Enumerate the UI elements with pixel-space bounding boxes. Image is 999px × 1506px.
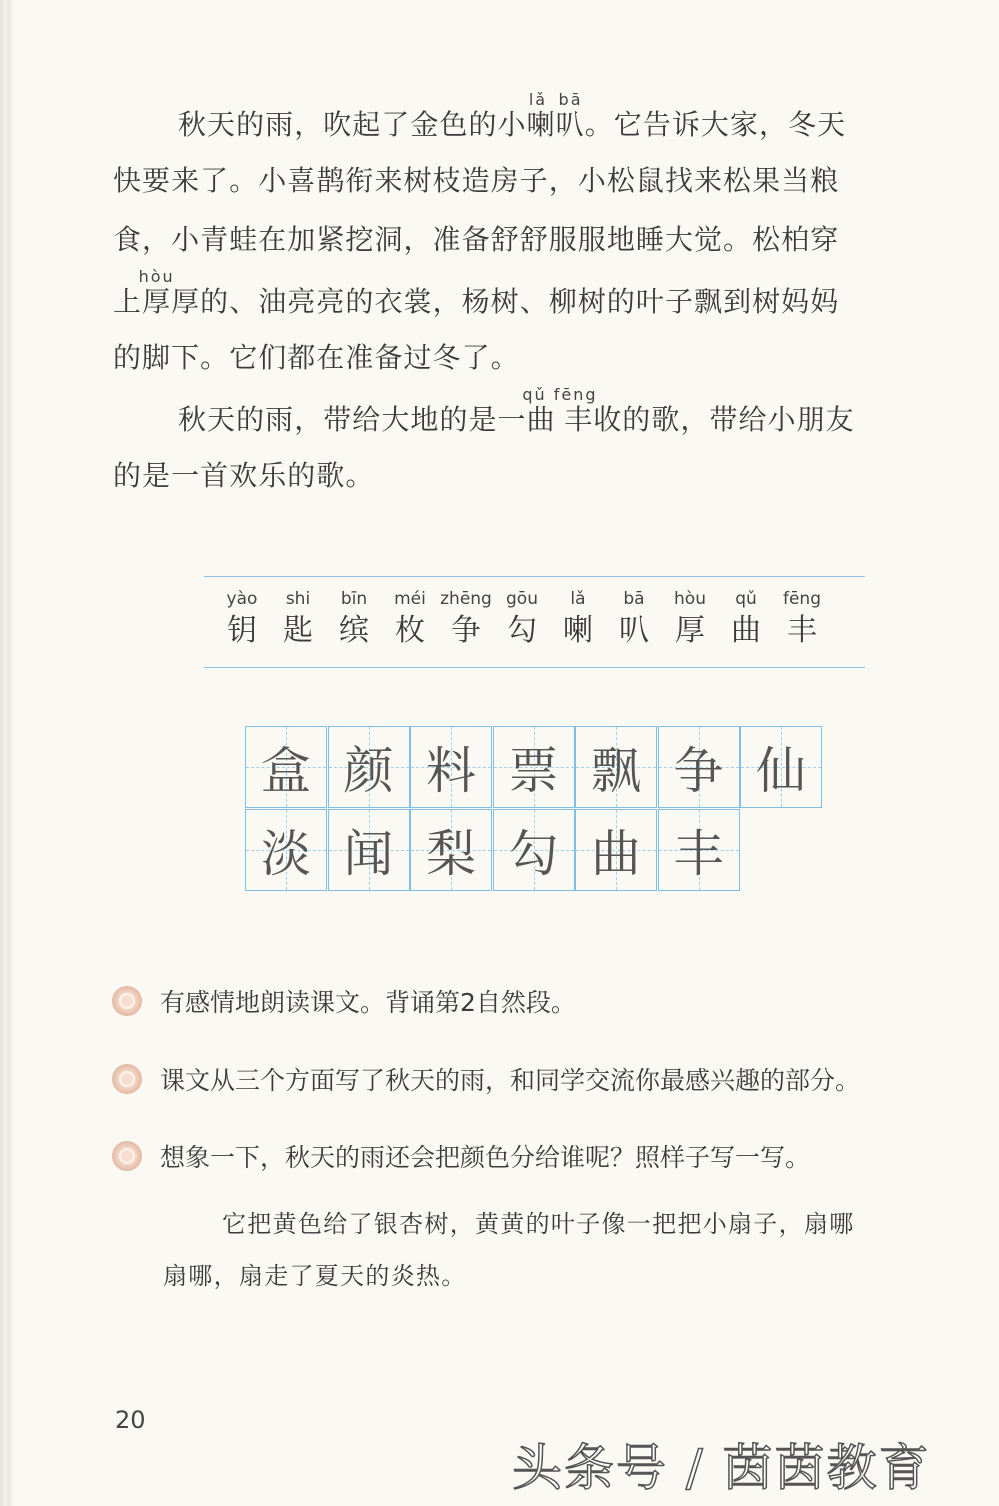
vocab-word	[718, 587, 774, 651]
exercise-item	[112, 983, 576, 1019]
character: 料	[426, 742, 476, 800]
grid-cell	[410, 726, 492, 808]
watermark: 头条号 / 茵茵教育	[512, 1439, 931, 1497]
example-line: 它把黄色给了银杏树，黄黄的叶子像一把把小扇子，扇哪	[222, 1210, 855, 1238]
vocab-word	[382, 587, 438, 651]
vocab-word	[662, 587, 718, 651]
grid-cell	[410, 809, 492, 891]
character: 争	[451, 613, 481, 648]
text: 厚	[138, 285, 175, 318]
pinyin-annotation	[138, 267, 175, 318]
grid-cell	[245, 809, 327, 891]
text: 。它告诉大家，冬天	[584, 108, 847, 141]
vocab-word	[494, 587, 550, 651]
pinyin-annotation	[526, 90, 585, 141]
exercise-text: 有感情地朗读课文。背诵第2自然段。	[160, 988, 576, 1017]
text: 快要来了。小喜鹊衔来树枝造房子，小松鼠找来松果当粮	[113, 164, 840, 197]
character: 钥	[227, 613, 257, 648]
text: 秋天的雨，带给大地的是一	[178, 403, 527, 436]
character: 叭	[619, 613, 649, 648]
character: 曲	[591, 825, 641, 883]
grid-cell	[493, 809, 575, 891]
character: 枚	[395, 613, 425, 648]
character: 颜	[343, 742, 394, 800]
grid-cell	[328, 809, 410, 891]
text: 食，小青蛙在加紧挖洞，准备舒舒服服地睡大觉。松柏穿	[113, 223, 840, 256]
text: 曲丰	[522, 403, 598, 436]
text: lǎ bā	[526, 90, 585, 109]
pinyin: zhēng	[440, 589, 492, 609]
text: 厚的、油亮亮的衣裳，杨树、柳树的叶子飘到树妈妈	[171, 285, 840, 318]
text: 的脚下。它们都在准备过冬了。	[113, 341, 520, 374]
character: 曲	[731, 613, 761, 648]
vocab-word	[438, 587, 494, 651]
pinyin: lǎ	[570, 589, 586, 609]
text-line	[113, 269, 955, 328]
pinyin: méi	[394, 589, 426, 609]
grid-cell	[575, 809, 657, 891]
vocab-word	[550, 587, 606, 651]
pinyin: shi	[285, 589, 311, 609]
text: 收的歌，带给小朋友	[593, 403, 855, 436]
character: 匙	[283, 613, 313, 648]
text: 的是一首欢乐的歌。	[113, 459, 375, 492]
grid-cell	[658, 726, 740, 808]
text-line	[113, 210, 955, 269]
text-line	[113, 151, 955, 210]
character: 勾	[508, 825, 559, 883]
vocab-word	[326, 587, 382, 651]
exercise-item	[112, 1138, 810, 1174]
vocab-word	[214, 587, 270, 651]
example-answer	[163, 1198, 958, 1302]
character: 喇	[563, 613, 593, 648]
character: 盒	[261, 742, 311, 800]
page-number: 20	[115, 1406, 146, 1434]
pinyin-annotation	[522, 385, 598, 436]
text-line	[113, 387, 955, 446]
character: 缤	[339, 613, 369, 648]
pinyin: hòu	[674, 589, 706, 609]
pinyin: bīn	[340, 589, 368, 609]
text-line	[113, 446, 955, 505]
vocab-word	[606, 587, 662, 651]
page-edge	[0, 0, 14, 1506]
exercise-text: 想象一下，秋天的雨还会把颜色分给谁呢？照样子写一写。	[160, 1143, 811, 1172]
grid-cell	[328, 726, 410, 808]
text-line	[113, 92, 955, 151]
grid-cell	[493, 726, 575, 808]
vocab-word	[270, 587, 326, 651]
character: 闻	[343, 825, 394, 883]
character: 勾	[507, 613, 537, 648]
character: 飘	[591, 742, 641, 800]
character: 梨	[426, 825, 476, 883]
pinyin: qǔ	[735, 589, 757, 609]
exercise-badge-icon	[112, 1141, 142, 1171]
character: 争	[673, 742, 724, 800]
character: 淡	[261, 825, 311, 883]
character: 仙	[756, 742, 806, 800]
lesson-text	[113, 92, 955, 505]
example-line: 扇哪，扇走了夏天的炎热。	[163, 1262, 467, 1290]
grid-cell	[658, 809, 740, 891]
exercise-badge-icon	[112, 1064, 142, 1094]
exercise-badge-icon	[112, 986, 142, 1016]
text: 秋天的雨，吹起了金色的小	[178, 108, 527, 141]
character: 票	[508, 742, 559, 800]
grid-cell	[740, 726, 822, 808]
vocab-word	[774, 587, 830, 651]
grid-cell	[575, 726, 657, 808]
pinyin: bā	[623, 589, 645, 609]
vocabulary-box	[204, 576, 865, 668]
text: hòu	[138, 267, 175, 286]
text: qǔ fēng	[522, 385, 598, 404]
character: 厚	[675, 613, 705, 648]
text: 喇叭	[526, 108, 585, 141]
pinyin: gōu	[506, 589, 538, 609]
character: 丰	[673, 825, 724, 883]
exercise-item	[112, 1061, 860, 1097]
exercise-text: 课文从三个方面写了秋天的雨，和同学交流你最感兴趣的部分。	[160, 1065, 861, 1095]
grid-cell	[245, 726, 327, 808]
pinyin: fēng	[782, 589, 821, 609]
text: 上	[113, 285, 143, 318]
pinyin: yào	[226, 589, 258, 609]
text-line	[113, 328, 955, 387]
character: 丰	[787, 613, 817, 648]
